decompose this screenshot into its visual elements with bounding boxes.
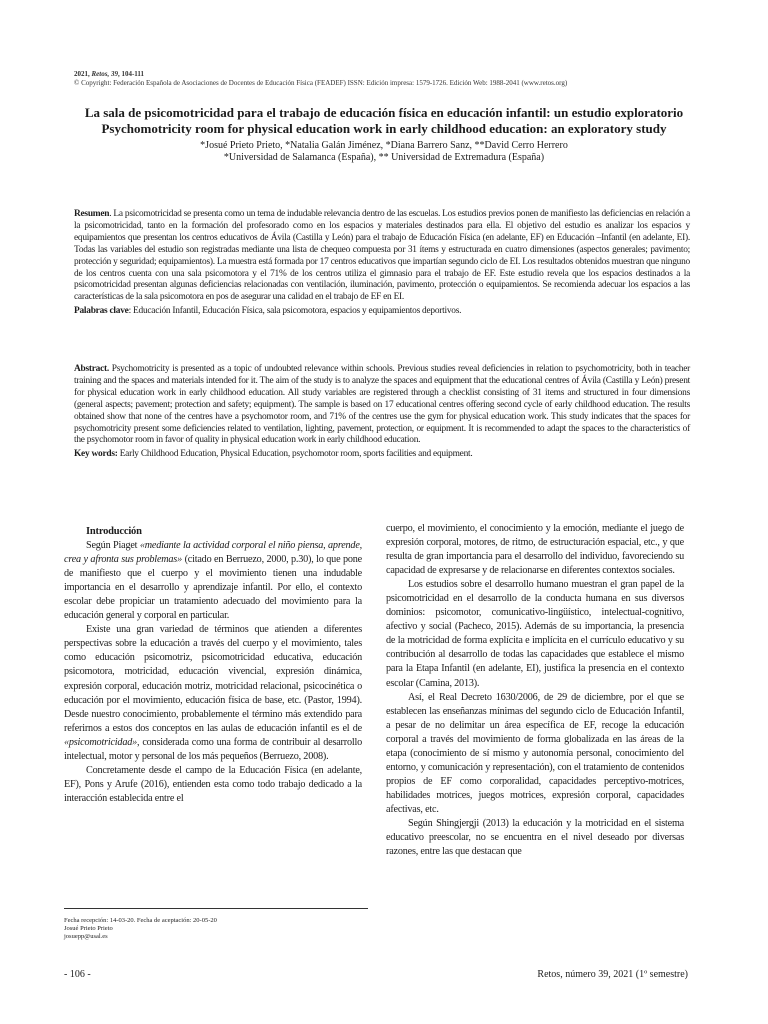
intro-p2-start: Existe una gran variedad de términos que atienden a diferentes perspectivas sobre la educación a través del cuerpo y el movimiento, tales como educación psicomotriz, psicomotricidad educativa, educación psicomotora, motricidad, educación vivencial, expresión dinámica, expresión corporal, educación motriz, motricidad relacional, psicocinética o educación por el movimiento, educación física de base, etc. (Pastor, 1994). Desde nuestro conocimiento, probablemente el término más extendido para referirnos a estos dos conceptos en las aulas de educación infantil es el de [64, 624, 362, 734]
copyright-line: © Copyright: Federación Española de Asociaciones de Docentes de Educación Física (FEADEF) ISSN: Edición impresa: 1579-1726. Edición Web: 1988-2041 (www.retos.org) [74, 79, 568, 87]
affiliations: *Universidad de Salamanca (España), ** Universidad de Extremadura (España) [223, 152, 545, 163]
citation-pages: , 104-111 [117, 70, 145, 78]
intro-paragraph-3: Concretamente desde el campo de la Educación Física (en adelante, EF), Pons y Arufe (2016), entienden esta como todo trabajo dedicado a la interacción establecida entre el [64, 764, 362, 804]
intro-p2-end: , considerada como una forma de contribuir al desarrollo intelectual, motor y personal de los más pequeños (Berruezo, 2008). [64, 736, 362, 762]
footnote-divider [64, 908, 368, 909]
footnote-author: Josué Prieto Prieto [64, 925, 113, 932]
intro-paragraph-6: Según Shingjergji (2013) la educación y la motricidad en el sistema educativo preescolar, no se encuentra en el nivel deseado por diversas razones, entre las que destacan que [386, 817, 684, 858]
citation-line [74, 70, 694, 79]
journal-header [74, 70, 694, 88]
piaget-quote: «mediante la actividad corporal el niño piensa, aprende, crea y afronta sus problemas» [64, 540, 362, 566]
intro-p1-end: (citado en Berruezo, 2000, p.30), lo que pone de manifiesto que el cuerpo y el movimiento tienen una indudable importancia en el desarrollo y aprendizaje infantil. Por ello, el contexto escolar debe propiciar un tratamiento adecuado del movimiento para la educación general y corporal en particular. [64, 554, 362, 622]
footer-journal-issue: Retos, número 39, 2021 (1º semestre) [537, 969, 688, 980]
psicomotricidad-quote: «psicomotricidad» [64, 736, 138, 748]
column-left [64, 525, 362, 806]
page-number: - 106 - [64, 969, 91, 980]
citation-journal: Retos, 39 [91, 70, 118, 78]
abstract-spanish-body [74, 209, 690, 304]
footnote-email: josuepp@usal.es [64, 933, 108, 940]
keywords-spanish [74, 306, 690, 318]
abstract-english [74, 364, 690, 461]
footnote [64, 917, 364, 941]
abstract-spanish [74, 209, 690, 318]
intro-p1-start: Según Piaget [86, 540, 140, 552]
intro-paragraph-4: Los estudios sobre el desarrollo humano muestran el gran papel de la psicomotricidad en el desarrollo de la conducta humana en sus diversos dominios: psicomotor, comunicativo-lingüístico, intelectual-cognitivo, afectivo y social (Pacheco, 2015). Además de su importancia, la presencia de la motricidad de forma explícita e implícita en el currículo educativo y su contribución al desarrollo de todas las capacidades que establece el mismo para la Etapa Infantil (en adelante, EI), justifica la presencia en el contexto escolar (Camina, 2013). [386, 579, 684, 689]
keywords-spanish-label: Palabras clave [74, 306, 129, 317]
intro-paragraph-1 [64, 539, 362, 623]
footnote-dates: Fecha recepción: 14-03-20. Fecha de aceptación: 20-05-20 [64, 917, 217, 924]
abstract-spanish-label: Resumen [74, 209, 110, 219]
intro-paragraph-5: Así, el Real Decreto 1630/2006, de 29 de diciembre, por el que se establecen las enseñanzas mínimas del segundo ciclo de Educación Infantil, a pesar de no delimitar un área específica de EF, recoge la educación corporal a través del movimiento de forma globalizada en las áreas de la etapa (conocimiento de sí mismo y autonomía personal, conocimiento del entorno, y comunicación y representación), con el tratamiento de contenidos propios de EF como corporalidad, capacidades perceptivo-motrices, habilidades motrices, juegos motrices, expresión corporal, capacidades afectivas, etc. [386, 691, 684, 815]
column-right [386, 522, 684, 859]
intro-paragraph-3-continued: cuerpo, el movimiento, el conocimiento y la emoción, mediante el juego de expresión corporal, motores, de ritmo, de estructuración espacial, etc., y que resulta de gran importancia para el desarrollo del individuo, favoreciendo su capacidad de expresarse y de relacionarse en diferentes contextos sociales. [386, 523, 684, 577]
abstract-english-text: Psychomotricity is presented as a topic of undoubted relevance within schools. Previous studies reveal deficiencies in relation to psychomotricity, both in teacher training and the spaces and materials intended for it. The aim of the study is to analyze the spaces and equipment that the educational centres of Ávila (Castilla y León) present for physical education work in early childhood education. All study variables are registered through a checklist consisting of 31 items and structured in four dimensions (general aspects; pavement; protection and safety; equipment). The sample is based on 17 educational centres offering second cycle of early childhood education. The results obtained show that none of the centres have a psychomotor room, and 71% of the centres use the gym for physical education work. This study indicates that the spaces for psychomotricity present some deficiencies related to ventilation, lighting, pavement, protection, or equipment. It is recommended to adapt the spaces to the characteristics of the psychomotor room in favor of quality in physical education work in early childhood education. [74, 364, 690, 446]
keywords-english-label: Key words: [74, 449, 118, 460]
keywords-english [74, 449, 690, 461]
citation-year: 2021, [74, 70, 92, 78]
abstract-english-body [74, 364, 690, 447]
keywords-english-text: Early Childhood Education, Physical Education, psychomotor room, sports facilities and equipment. [117, 449, 473, 460]
abstract-spanish-text: . La psicomotricidad se presenta como un tema de indudable relevancia dentro de las escuelas. Los estudios previos ponen de manifiesto las deficiencias en relación a la psicomotricidad, tanto en la formación del profesorado como en los espacios y materiales destinados para ella. El objetivo del estudio es analizar los espacios y equipamientos que presentan los centros educativos de Ávila (Castilla y León) para el trabajo de Educación Física (en adelante, EF) en Educación –Infantil (en adelante, EI). Todas las variables del estudio son registradas mediante una lista de chequeo compuesta por 31 ítems y estructurada en cuatro dimensiones (aspectos generales; pavimento; protección y seguridad; equipamientos). La muestra está formada por 17 centros educativos que impartían segundo ciclo de EI. Los resultados obtenidos muestran que ninguno de los centros cuenta con una sala psicomotora y el 71% de los centros utiliza el gimnasio para el trabajo de EF. Este estudio revela que los espacios destinados a la psicomotricidad presentan algunas deficiencias relacionadas con ventilación, iluminación, pavimento, protección o equipamientos. Se recomienda adecuar los espacios a las características de la sala psicomotora en pos de asegurar una calidad en el trabajo de EF en EI. [74, 209, 690, 303]
abstract-english-label: Abstract. [74, 364, 109, 374]
title-english: Psychomotricity room for physical education work in early childhood education: an exploratory study [101, 121, 667, 136]
title-block [80, 105, 688, 164]
title-spanish: La sala de psicomotricidad para el trabajo de educación física en educación infantil: un estudio exploratorio [84, 105, 684, 120]
keywords-spanish-text: : Educación Infantil, Educación Física, sala psicomotora, espacios y equipamientos deportivos. [128, 306, 462, 317]
authors: *Josué Prieto Prieto, *Natalia Galán Jiménez, *Diana Barrero Sanz, **David Cerro Herrero [200, 140, 568, 151]
section-heading-introduccion: Introducción [86, 526, 142, 537]
intro-paragraph-2 [64, 623, 362, 763]
